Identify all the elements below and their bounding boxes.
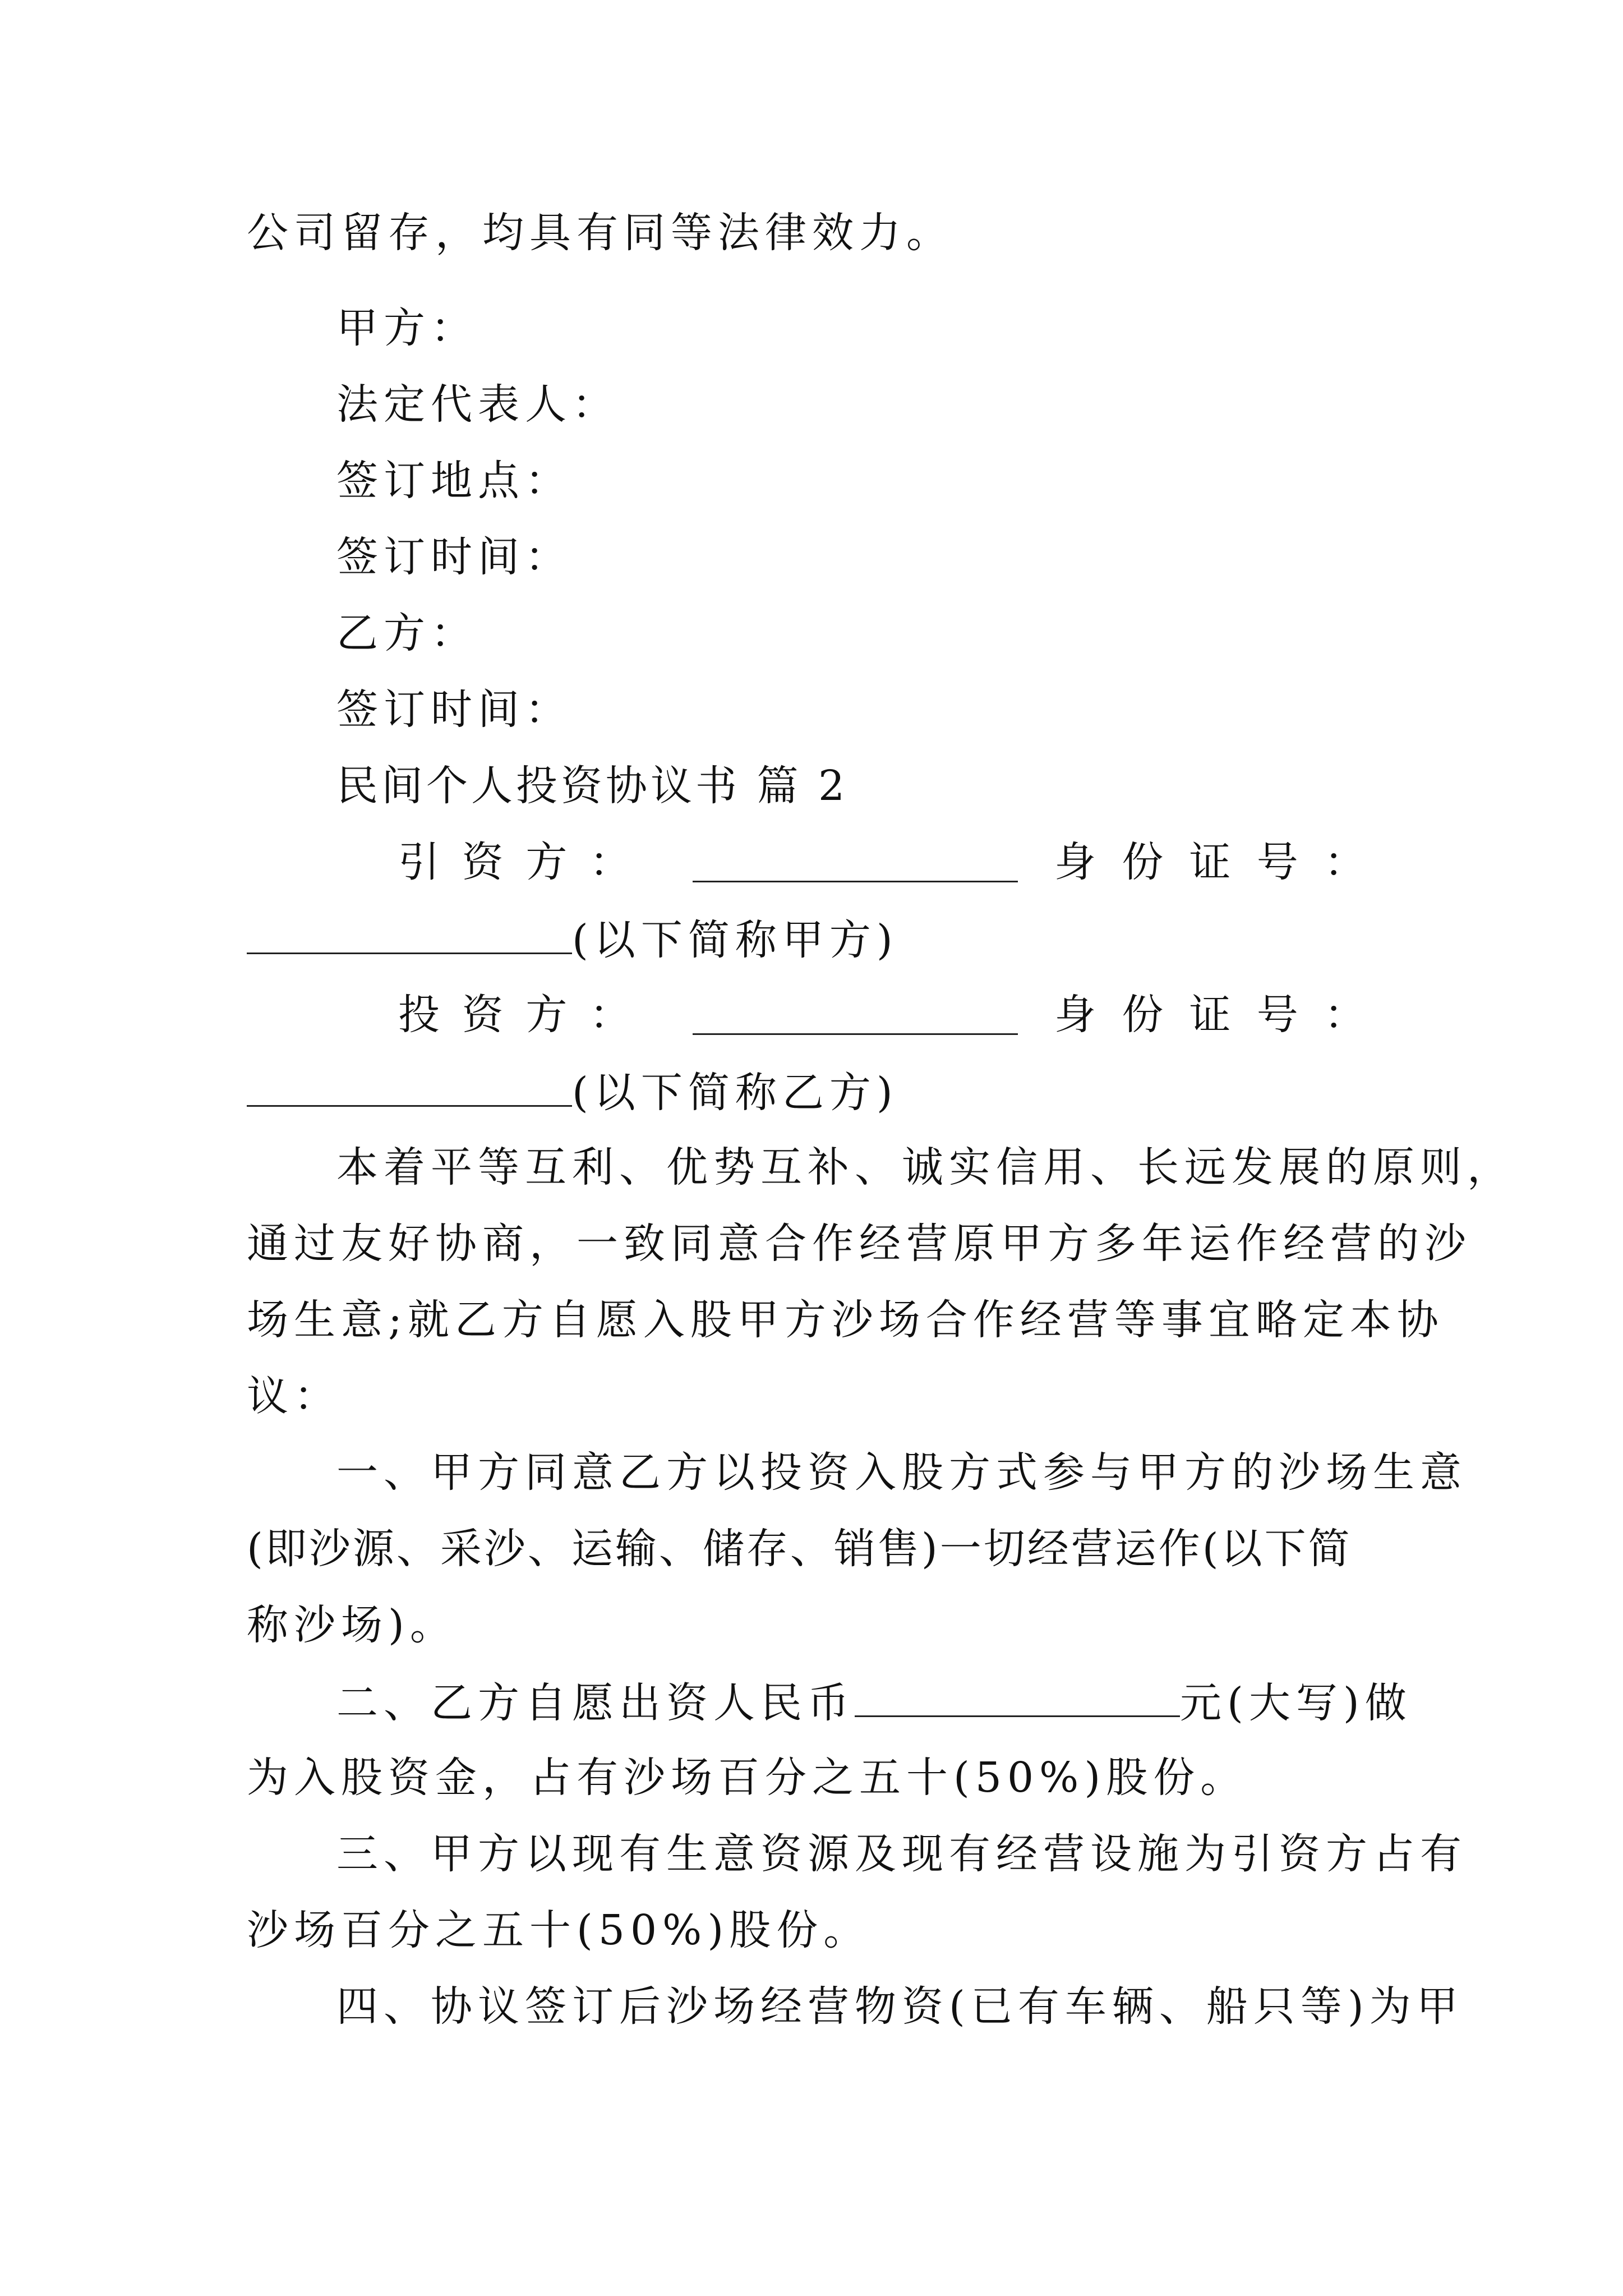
clause-3-line-1: 三、甲方以现有生意资源及现有经营设施为引资方占有 (336, 1830, 1467, 1878)
investee-label: 引 资 方 ： (398, 838, 637, 886)
section-title: 民间个人投资协议书 篇 2 (336, 762, 849, 810)
id-number-label-a: 身 份 证 号 ： (1054, 838, 1371, 886)
clause-3-line-2: 沙场百分之五十(50%)股份。 (247, 1906, 871, 1954)
investee-id-blank[interactable] (247, 918, 572, 954)
clause-1-line-2: (即沙源、采沙、运输、储存、销售)一切经营运作(以下简 (247, 1525, 1352, 1573)
investor-label: 投 资 方 ： (398, 991, 637, 1039)
investor-id-row: (以下简称乙方) (247, 1070, 898, 1114)
amount-blank[interactable] (855, 1681, 1180, 1717)
sign-place-label: 签订地点： (336, 457, 572, 505)
party-a-label: 甲方： (336, 304, 478, 352)
preamble-line-1: 本着平等互利、优势互补、诚实信用、长远发展的原则， (336, 1143, 1514, 1191)
investee-name-blank[interactable] (693, 846, 1018, 882)
investee-id-row: (以下简称甲方) (247, 918, 898, 961)
clause-4-line-1: 四、协议签订后沙场经营物资(已有车辆、船只等)为甲 (336, 1982, 1464, 2031)
clause-2-line-2: 为入股资金，占有沙场百分之五十(50%)股份。 (247, 1754, 1248, 1802)
id-number-label-b: 身 份 证 号 ： (1054, 991, 1371, 1039)
legal-rep-label: 法定代表人： (336, 380, 619, 429)
clause-1-line-3: 称沙场)。 (247, 1601, 457, 1649)
sign-time-a-label: 签订时间： (336, 533, 572, 581)
clause-2-line-1: 二、乙方自愿出资人民币 元(大写)做 (336, 1679, 1412, 1727)
preamble-line-2: 通过友好协商，一致同意合作经营原甲方多年运作经营的沙 (247, 1220, 1472, 1268)
party-b-label: 乙方： (336, 609, 478, 657)
investor-name-blank[interactable] (693, 999, 1018, 1035)
preamble-line-3: 场生意;就乙方自愿入股甲方沙场合作经营等事宜略定本协 (247, 1296, 1444, 1344)
preamble-line-4: 议： (247, 1372, 341, 1420)
clause-1-line-1: 一、甲方同意乙方以投资入股方式参与甲方的沙场生意 (336, 1448, 1467, 1497)
investor-id-blank[interactable] (247, 1070, 572, 1107)
sign-time-b-label: 签订时间： (336, 685, 572, 734)
intro-line: 公司留存，均具有同等法律效力。 (247, 209, 953, 257)
